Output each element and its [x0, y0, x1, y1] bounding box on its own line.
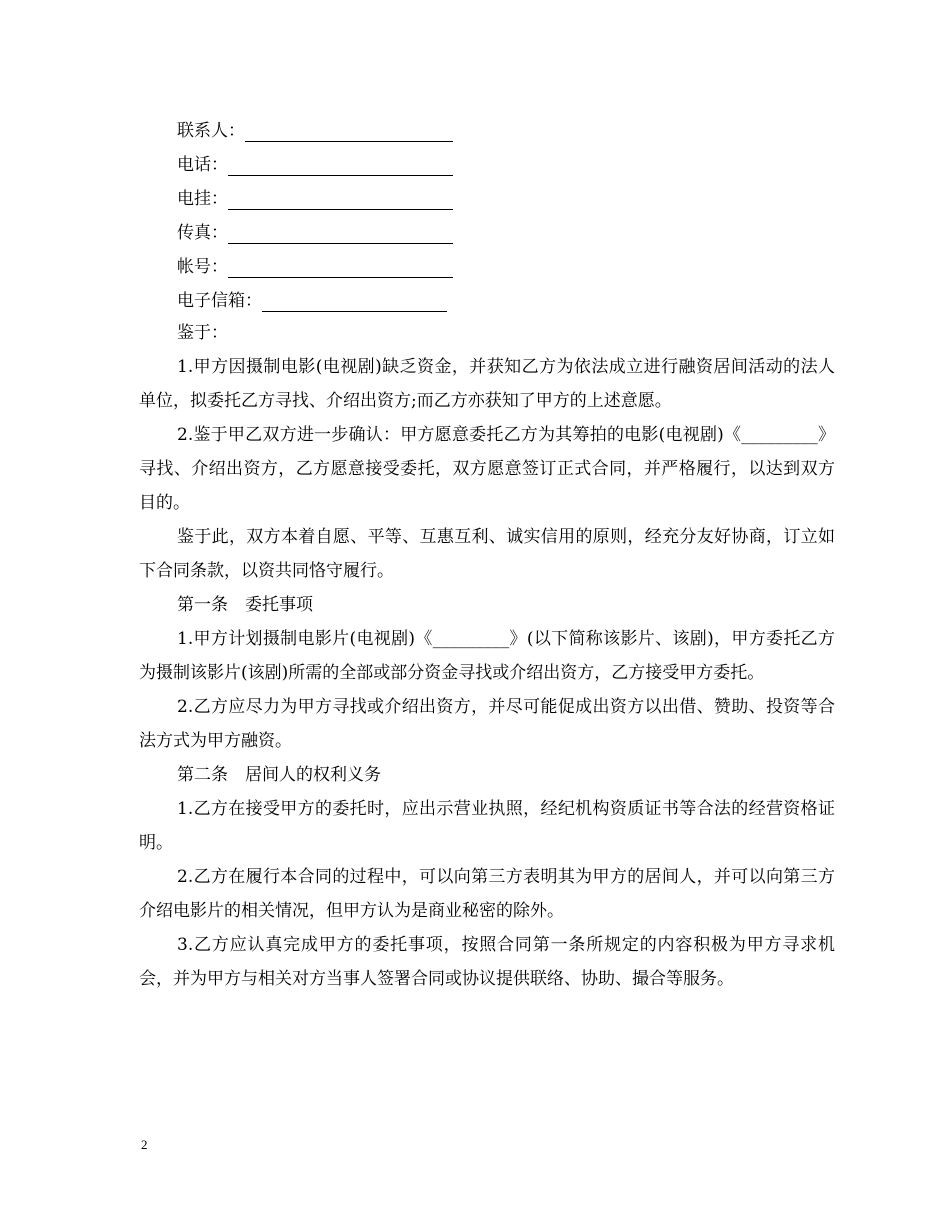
- email-field: [177, 290, 447, 312]
- blank-line[interactable]: [228, 227, 453, 244]
- phone-field: [177, 154, 453, 176]
- page-number: 2: [141, 1137, 148, 1152]
- field-label: 传真：: [177, 223, 228, 243]
- article-2-clause-3: 3.乙方应认真完成甲方的委托事项，按照合同第一条所规定的内容积极为甲方寻求机会，并为甲方与相关对方当事人签署合同或协议提供联络、协助、撮合等服务。: [139, 935, 835, 989]
- fax-field: [177, 222, 453, 244]
- field-label: 电子信箱：: [177, 291, 262, 311]
- paragraph-whereas-2: 2.鉴于甲乙双方进一步确认：甲方愿意委托乙方为其筹拍的电影(电视剧)《_________》寻找、介绍出资方，乙方愿意接受委托，双方愿意签订正式合同，并严格履行，以达到双方目的。: [139, 425, 835, 513]
- article-1-clause-2: 2.乙方应尽力为甲方寻找或介绍出资方，并尽可能促成出资方以出借、赞助、投资等合法方式为甲方融资。: [139, 697, 835, 751]
- blank-line[interactable]: [228, 193, 453, 210]
- field-label: 电话：: [177, 155, 228, 175]
- paragraph-whereas: 鉴于：: [177, 323, 228, 343]
- telegraph-field: [177, 188, 453, 210]
- blank-line[interactable]: [245, 125, 453, 142]
- blank-line[interactable]: [228, 159, 453, 176]
- article-2-clause-2: 2.乙方在履行本合同的过程中，可以向第三方表明其为甲方的居间人，并可以向第三方介绍电影片的相关情况，但甲方认为是商业秘密的除外。: [139, 867, 835, 921]
- account-field: [177, 256, 453, 278]
- article-2-clause-1: 1.乙方在接受甲方的委托时，应出示营业执照，经纪机构资质证书等合法的经营资格证明。: [139, 799, 835, 853]
- contract-body: [139, 316, 835, 996]
- field-label: 电挂：: [177, 189, 228, 209]
- article-2-heading: 第二条 居间人的权利义务: [177, 765, 381, 785]
- contact-person-field: [177, 120, 453, 142]
- paragraph-agreement: 鉴于此，双方本着自愿、平等、互惠互利、诚实信用的原则，经充分友好协商，订立如下合同条款，以资共同恪守履行。: [139, 527, 835, 581]
- field-label: 联系人：: [177, 121, 245, 141]
- article-1-clause-1: 1.甲方计划摄制电影片(电视剧)《_________》(以下简称该影片、该剧)，甲方委托乙方为摄制该影片(该剧)所需的全部或部分资金寻找或介绍出资方，乙方接受甲方委托。: [139, 629, 835, 683]
- field-label: 帐号：: [177, 257, 228, 277]
- article-1-heading: 第一条 委托事项: [177, 595, 313, 615]
- blank-line[interactable]: [262, 295, 447, 312]
- paragraph-whereas-1: 1.甲方因摄制电影(电视剧)缺乏资金，并获知乙方为依法成立进行融资居间活动的法人单位，拟委托乙方寻找、介绍出资方;而乙方亦获知了甲方的上述意愿。: [139, 357, 835, 411]
- blank-line[interactable]: [228, 261, 453, 278]
